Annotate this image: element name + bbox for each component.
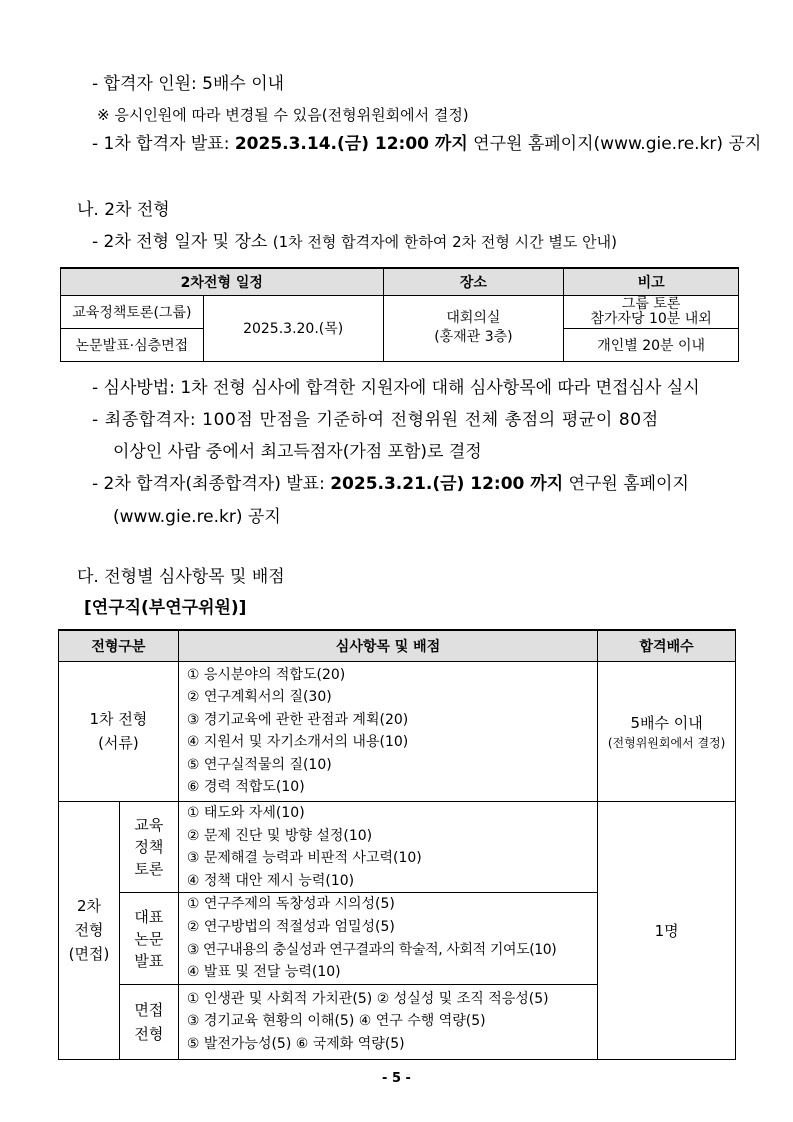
eval-header-multiple: 합격배수 <box>598 630 736 661</box>
second-stage-multiple: 1명 <box>598 802 736 1060</box>
eval-item: ⑥ 경력 적합도(10) <box>186 779 305 796</box>
eval-item: ② 연구방법의 적절성과 엄밀성(5) <box>186 919 395 936</box>
eval-item: ③ 문제해결 능력과 비판적 사고력(10) <box>186 850 422 867</box>
section-na-sub-text: - 2차 전형 일자 및 장소 <box>92 232 268 252</box>
group-interview: 면접 전형 <box>119 984 178 1059</box>
eval-item: ③ 경기교육 현황의 이해(5) ④ 연구 수행 역량(5) <box>186 1013 486 1030</box>
first-announce-date: 2025.3.14.(금) 12:00 까지 <box>234 134 468 154</box>
first-multiple-value: 5배수 이내 <box>630 713 703 732</box>
group-paper-presentation: 대표 논문 발표 <box>119 893 178 984</box>
eval-header-items: 심사항목 및 배점 <box>178 630 597 661</box>
note-line: ※ 응시인원에 따라 변경될 수 있음(전형위원회에서 결정) <box>97 106 469 124</box>
eval-item: ③ 경기교육에 관한 관점과 계획(20) <box>186 711 409 728</box>
category-label: [연구직(부연구위원)] <box>84 598 247 618</box>
schedule-header-place: 장소 <box>383 268 564 295</box>
eval-item: ② 문제 진단 및 방향 설정(10) <box>186 827 373 844</box>
eval-item: ① 인생관 및 사회적 가치관(5) ② 성실성 및 조직 적응성(5) <box>186 990 549 1007</box>
second-announce-prefix: - 2차 합격자(최종합격자) 발표: <box>92 474 331 494</box>
eval-item: ④ 정책 대안 제시 능력(10) <box>186 872 355 889</box>
eval-item: ④ 발표 및 전달 능력(10) <box>186 964 341 981</box>
eval-item: ④ 지원서 및 자기소개서의 내용(10) <box>186 734 409 751</box>
bullet-second-announce <box>92 473 689 495</box>
second-announce-date: 2025.3.21.(금) 12:00 까지 <box>330 474 564 494</box>
schedule-row-name: 논문발표·심층면접 <box>61 328 204 361</box>
eval-item: ⑤ 연구실적물의 질(10) <box>186 756 332 773</box>
eval-item: ③ 연구내용의 충실성과 연구결과의 학술적, 사회적 기여도(10) <box>186 941 557 958</box>
eval-item: ① 응시분야의 적합도(20) <box>186 666 346 683</box>
eval-item: ② 연구계획서의 질(30) <box>186 689 332 706</box>
bullet-second-announce-cont: (www.gie.re.kr) 공지 <box>113 507 281 527</box>
page-number: - 5 - <box>382 1071 411 1086</box>
first-announce-prefix: - 1차 합격자 발표: <box>92 134 235 154</box>
first-announce-suffix: 연구원 홈페이지(www.gie.re.kr) 공지 <box>467 134 762 154</box>
first-multiple-note: (전형위원회에서 결정) <box>607 735 726 750</box>
bullet-method: - 심사방법: 1차 전형 심사에 합격한 지원자에 대해 심사항목에 따라 면접심사 실시 <box>92 378 700 398</box>
eval-table <box>58 629 736 1060</box>
bullet-final-cont: 이상인 사람 중에서 최고득점자(가점 포함)로 결정 <box>113 442 482 462</box>
bullet-final: - 최종합격자: 100점 만점을 기준하여 전형위원 전체 총점의 평균이 80점 <box>92 410 659 430</box>
first-stage-items <box>178 661 597 802</box>
schedule-row-name: 교육정책토론(그룹) <box>61 295 204 328</box>
second-stage-label: 2차 전형 (면접) <box>59 802 120 1060</box>
pass-count-line: - 합격자 인원: 5배수 이내 <box>92 74 285 94</box>
group-policy-items <box>178 802 597 893</box>
section-na-sub <box>92 231 617 253</box>
schedule-row-note: 그룹 토론 참가자당 10분 내외 <box>564 295 739 328</box>
eval-item: ⑤ 발전가능성(5) ⑥ 국제화 역량(5) <box>186 1036 405 1052</box>
schedule-header-note: 비고 <box>564 268 739 295</box>
group-paper-items <box>178 893 597 984</box>
first-announce-line <box>92 133 761 155</box>
schedule-table <box>60 267 739 362</box>
schedule-header-date: 2차전형 일정 <box>61 268 384 295</box>
section-na-heading: 나. 2차 전형 <box>77 200 170 220</box>
eval-item: ① 연구주제의 독창성과 시의성(5) <box>186 896 395 913</box>
section-da-heading: 다. 전형별 심사항목 및 배점 <box>77 567 285 587</box>
group-interview-items <box>178 984 597 1059</box>
first-stage-multiple <box>598 661 736 802</box>
schedule-row-note: 개인별 20분 이내 <box>564 328 739 361</box>
schedule-place: 대회의실 (홍재관 3층) <box>383 295 564 361</box>
first-stage-label: 1차 전형 (서류) <box>59 661 179 802</box>
second-announce-suffix: 연구원 홈페이지 <box>563 474 689 494</box>
section-na-sub-note: (1차 전형 합격자에 한하여 2차 전형 시간 별도 안내) <box>272 233 618 251</box>
eval-header-type: 전형구분 <box>59 630 179 661</box>
group-policy-debate: 교육 정책 토론 <box>119 802 178 893</box>
schedule-date: 2025.3.20.(목) <box>203 295 383 361</box>
eval-item: ① 태도와 자세(10) <box>186 805 305 822</box>
